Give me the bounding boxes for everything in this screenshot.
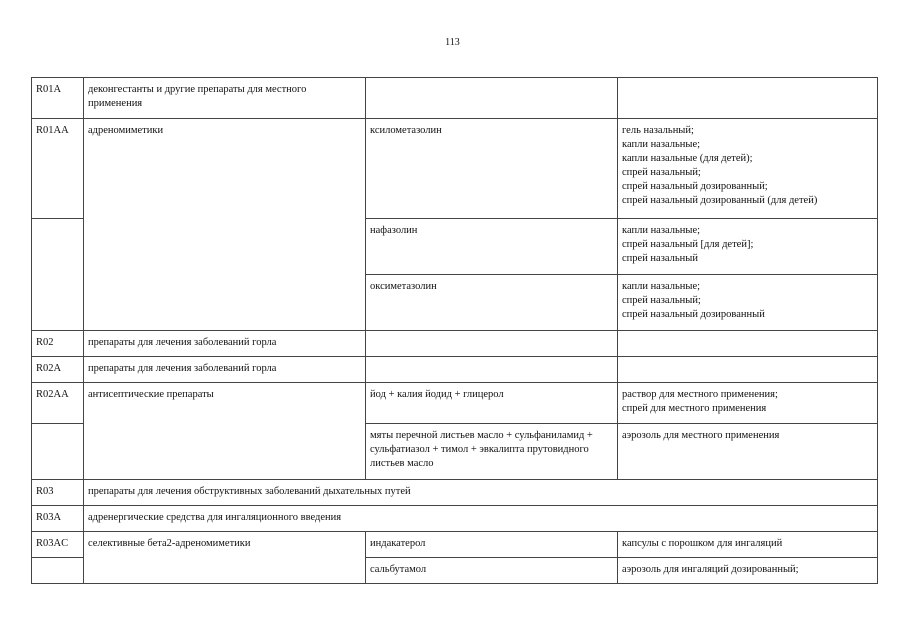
atc-code: R02A xyxy=(32,357,84,383)
atc-code: R03A xyxy=(32,506,84,532)
atc-code: R01A xyxy=(32,78,84,119)
atc-code: R01AA xyxy=(32,119,84,219)
table-row xyxy=(32,532,878,558)
drug-name xyxy=(366,331,618,357)
pharmacological-group: препараты для лечения заболеваний горла xyxy=(84,331,366,357)
table-row xyxy=(32,558,878,584)
dosage-form-item: капли назальные; xyxy=(622,281,701,292)
drug-name: сальбутамол xyxy=(366,558,618,584)
table-row xyxy=(32,219,878,275)
table-row xyxy=(32,424,878,480)
dosage-forms xyxy=(618,383,878,424)
table-row xyxy=(32,357,878,383)
atc-code: R02AA xyxy=(32,383,84,424)
drug-name: мяты перечной листьев масло + сульфаниламид + сульфатиазол + тимол + эвкалипта прутовидного листьев масло xyxy=(366,424,618,480)
page-number: 113 xyxy=(445,37,460,48)
atc-code-continued xyxy=(32,219,84,275)
dosage-form-item: аэрозоль для местного применения xyxy=(622,430,780,441)
dosage-form-item: капли назальные; xyxy=(622,225,701,236)
dosage-form-item: капсулы с порошком для ингаляций xyxy=(622,538,783,549)
table-row xyxy=(32,119,878,219)
drug-name: йод + калия йодид + глицерол xyxy=(366,383,618,424)
dosage-form-item: спрей назальный; xyxy=(622,295,701,306)
atc-code: R03AC xyxy=(32,532,84,558)
drug-classification-table xyxy=(31,77,878,584)
dosage-forms xyxy=(618,532,878,558)
dosage-forms xyxy=(618,357,878,383)
dosage-form-item: спрей назальный дозированный xyxy=(622,309,765,320)
dosage-form-item: гель назальный; xyxy=(622,125,694,136)
dosage-form-item: спрей назальный [для детей]; xyxy=(622,239,754,250)
pharmacological-group-continued xyxy=(84,558,366,584)
pharmacological-group: препараты для лечения заболеваний горла xyxy=(84,357,366,383)
drug-name xyxy=(366,357,618,383)
pharmacological-group: антисептические препараты xyxy=(84,383,366,424)
atc-code-continued xyxy=(32,558,84,584)
dosage-form-item: спрей назальный; xyxy=(622,167,701,178)
table-row xyxy=(32,331,878,357)
dosage-form-item: спрей назальный xyxy=(622,253,698,264)
dosage-forms xyxy=(618,558,878,584)
table-row xyxy=(32,506,878,532)
dosage-form-item: спрей назальный дозированный (для детей) xyxy=(622,195,818,206)
dosage-form-item: капли назальные (для детей); xyxy=(622,153,753,164)
drug-name: нафазолин xyxy=(366,219,618,275)
table-row xyxy=(32,383,878,424)
pharmacological-group-continued xyxy=(84,424,366,480)
dosage-form-item: спрей для местного применения xyxy=(622,403,767,414)
pharmacological-group-continued xyxy=(84,275,366,331)
pharmacological-group: селективные бета2-адреномиметики xyxy=(84,532,366,558)
drug-name xyxy=(366,78,618,119)
pharmacological-group: деконгестанты и другие препараты для местного применения xyxy=(84,78,366,119)
table-row xyxy=(32,78,878,119)
atc-code-continued xyxy=(32,424,84,480)
pharmacological-group: адренергические средства для ингаляционного введения xyxy=(84,506,878,532)
drug-name: индакатерол xyxy=(366,532,618,558)
dosage-form-item: капли назальные; xyxy=(622,139,701,150)
dosage-forms xyxy=(618,78,878,119)
atc-code-continued xyxy=(32,275,84,331)
dosage-forms xyxy=(618,331,878,357)
dosage-form-item: спрей назальный дозированный; xyxy=(622,181,768,192)
dosage-forms xyxy=(618,219,878,275)
dosage-forms xyxy=(618,424,878,480)
drug-name: оксиметазолин xyxy=(366,275,618,331)
drug-name: ксилометазолин xyxy=(366,119,618,219)
table-row xyxy=(32,480,878,506)
dosage-form-item: аэрозоль для ингаляций дозированный; xyxy=(622,564,799,575)
pharmacological-group: адреномиметики xyxy=(84,119,366,219)
dosage-form-item: раствор для местного применения; xyxy=(622,389,778,400)
pharmacological-group: препараты для лечения обструктивных заболеваний дыхательных путей xyxy=(84,480,878,506)
dosage-forms xyxy=(618,275,878,331)
atc-code: R03 xyxy=(32,480,84,506)
dosage-forms xyxy=(618,119,878,219)
pharmacological-group-continued xyxy=(84,219,366,275)
atc-code: R02 xyxy=(32,331,84,357)
table-row xyxy=(32,275,878,331)
